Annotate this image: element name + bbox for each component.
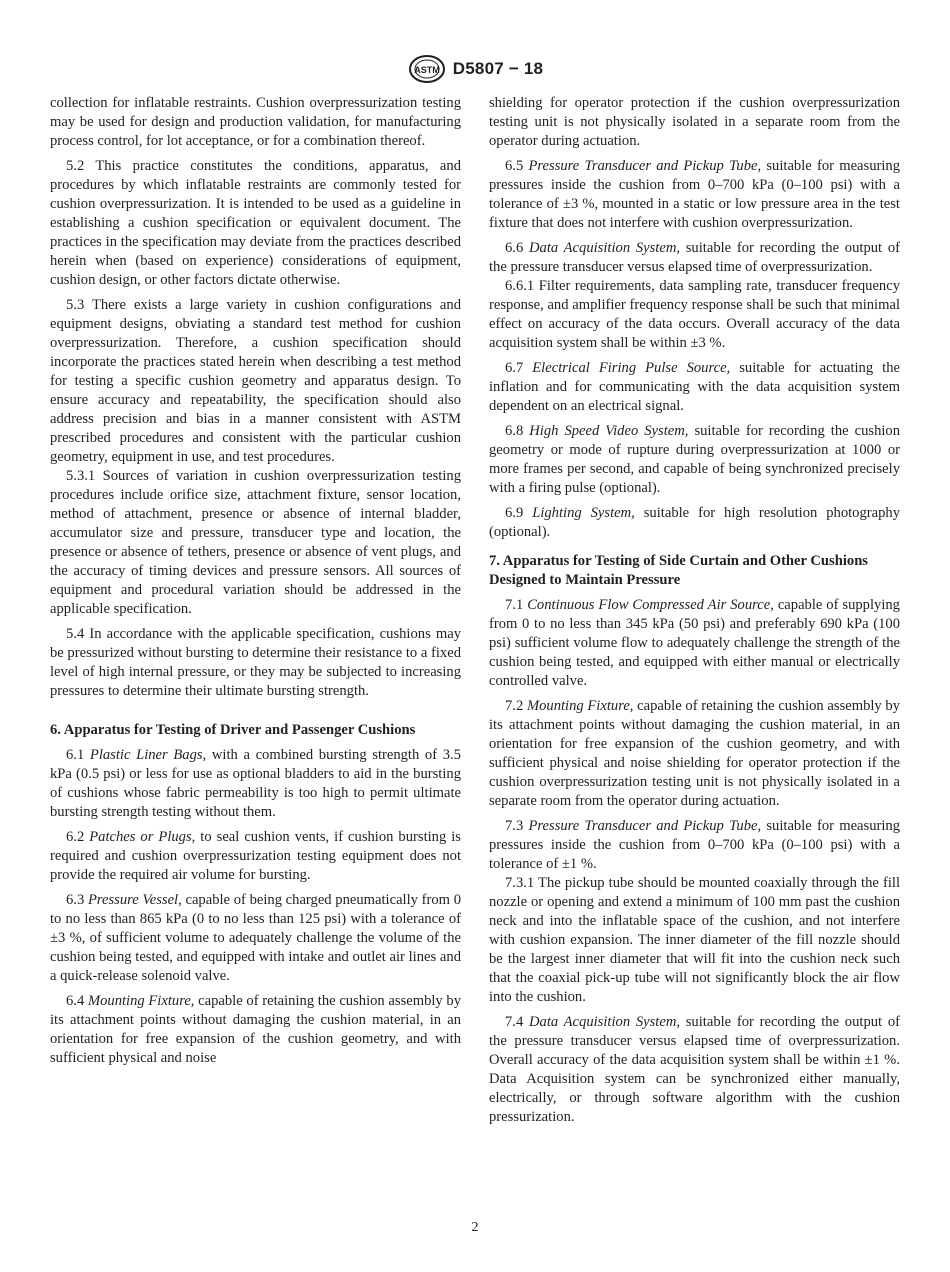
left-column: [50, 94, 461, 1074]
paragraph-7-1: 7.1 Continuous Flow Compressed Air Source, capable of supplying from 0 to no less than 345 kPa (50 psi) and preferably 690 kPa (100 psi) sufficient volume flow to adequately challenge the strength of the cushion being tested, and equipped with either manual or electrically controlled valve.: [489, 597, 900, 689]
paragraph-6-4: 6.4 Mounting Fixture, capable of retaining the cushion assembly by its attachment points without damaging the cushion material, in an orientation for free expansion of the cushion geometry, and with sufficient physical and noise: [50, 993, 462, 1066]
paragraph-5-3-1: 5.3.1 Sources of variation in cushion overpressurization testing procedures include orifice size, attachment fixture, sensor location, method of attachment, presence or absence of internal bladder, accumulator size and pressure, transducer type and location, the presence or absence of tethers, presence or absence of vent plugs, and the accuracy of timing devices and pressure sensors. All sources of equipment and procedural variation should be addressed in the applicable specification.: [50, 468, 461, 617]
section-7-heading: 7. Apparatus for Testing of Side Curtain and Other Cushions Designed to Maintain Pressure: [489, 553, 868, 588]
paragraph-7-2: 7.2 Mounting Fixture, capable of retaining the cushion assembly by its attachment points without damaging the cushion material, in an orientation for free expansion of the cushion geometry, and with sufficient physical and noise shielding for operator protection if the cushion overpressurization testing unit is not physically isolated in a separate room from the operator during actuation.: [489, 698, 901, 809]
document-id: D5807 − 18: [452, 59, 544, 78]
paragraph-6-7: 6.7 Electrical Firing Pulse Source, suitable for actuating the inflation and for communicating with the data acquisition system dependent on an electrical signal.: [489, 360, 900, 414]
paragraph-6-2: 6.2 Patches or Plugs, to seal cushion vents, if cushion bursting is required and cushion overpressurization testing equipment does not provide the required air volume for bursting.: [50, 829, 461, 883]
svg-text:ASTM: ASTM: [414, 65, 440, 75]
paragraph-5-4: 5.4 In accordance with the applicable specification, cushions may be pressurized without bursting to determine their resistance to a fixed level of high internal pressure, or they may be subjected to increasing pressures to determine their ultimate bursting strength.: [50, 626, 461, 699]
paragraph-7-3-1: 7.3.1 The pickup tube should be mounted coaxially through the fill nozzle or opening and extend a minimum of 100 mm past the cushion neck and into the inflatable space of the cushion, and not interfere with cushion expansion. The inner diameter of the fill nozzle should be the largest inner diameter that will fit into the cushion neck such that the coaxial pick-up tube will not significantly block the air flow into the cushion.: [489, 875, 900, 1005]
paragraph-6-8: 6.8 High Speed Video System, suitable for recording the cushion geometry or mode of rupture during overpressurization at 1000 or more frames per second, and capable of being synchronized precisely with a firing pulse (optional).: [489, 423, 901, 496]
paragraph-6-9: 6.9 Lighting System, suitable for high resolution photography (optional).: [489, 505, 901, 540]
page-number: 2: [471, 1220, 479, 1235]
paragraph-6-4-continued: shielding for operator protection if the cushion overpressurization testing unit is not physically isolated in a separate room from the operator during actuation.: [489, 95, 900, 149]
paragraph-6-6-1: 6.6.1 Filter requirements, data sampling rate, transducer frequency response, and amplifier frequency response shall be such that minimal effect on accuracy of the data occurs. Overall accuracy of the data acquisition system shall be within ±3 %.: [489, 278, 900, 351]
paragraph-6-6: 6.6 Data Acquisition System, suitable for recording the output of the pressure transducer versus elapsed time of overpressurization.: [489, 240, 900, 275]
paragraph-6-3: 6.3 Pressure Vessel, capable of being charged pneumatically from 0 to no less than 865 kPa (0 to no less than 125 psi) with a tolerance of ±3 %, of sufficient volume to adequately challenge the volume of the cushion being tested, and equipped with intake and outlet air lines and a quick-release solenoid valve.: [50, 892, 462, 984]
paragraph-5-2: 5.2 This practice constitutes the conditions, apparatus, and procedures by which inflatable restraints are commonly tested for cushion overpressurization. It is intended to be used as a guideline in establishing a cushion specification or equivalent document. The practices in the specification may deviate from the practices described herein when (based on experience) considerations of equipment, cushion design, or other factors dictate otherwise.: [50, 158, 461, 288]
paragraph-5-3: 5.3 There exists a large variety in cushion configurations and equipment designs, obviating a standard test method for cushion overpressurization. Therefore, a cushion specification should incorporate the practices stated herein when describing a test method for testing a specific cushion geometry and apparatus design. To ensure accuracy and repeatability, the specification should also address precision and bias in a manner consistent with ASTM prescribed procedures and consistent with the particular cushion geometry, equipment in use, and test procedures.: [50, 297, 461, 465]
astm-logo-icon: [407, 54, 447, 84]
paragraph-7-3: 7.3 Pressure Transducer and Pickup Tube, suitable for measuring pressures inside the cushion from 0–700 kPa (0–100 psi) with a tolerance of ±1 %.: [489, 818, 901, 872]
right-column: [489, 94, 900, 1133]
paragraph-7-4: 7.4 Data Acquisition System, suitable for recording the output of the pressure transducer versus elapsed time of overpressurization. Overall accuracy of the data acquisition system shall be within ±1 %. Data Acquisition system can be synchronized either manually, electrically, or through software algorithm with the cushion pressurization.: [489, 1014, 900, 1125]
page-header: [0, 52, 950, 86]
paragraph-6-1: 6.1 Plastic Liner Bags, with a combined bursting strength of 3.5 kPa (0.5 psi) or less for use as optional bladders to aid in the bursting of cushions whose fabric permeability is too high to permit ultimate bursting strength testing without them.: [50, 747, 461, 820]
paragraph-6-5: 6.5 Pressure Transducer and Pickup Tube, suitable for measuring pressures inside the cushion from 0–700 kPa (0–100 psi) with a tolerance of ±3 %, mounted in a static or low pressure area in the test fixture that does not interfere with cushion overpressurization.: [489, 158, 901, 231]
section-6-heading: 6. Apparatus for Testing of Driver and Passenger Cushions: [50, 722, 416, 738]
paragraph-5-1-continued: collection for inflatable restraints. Cushion overpressurization testing may be used for design and production validation, for manufacturing process control, for lot acceptance, or for a combination thereof.: [50, 95, 461, 149]
